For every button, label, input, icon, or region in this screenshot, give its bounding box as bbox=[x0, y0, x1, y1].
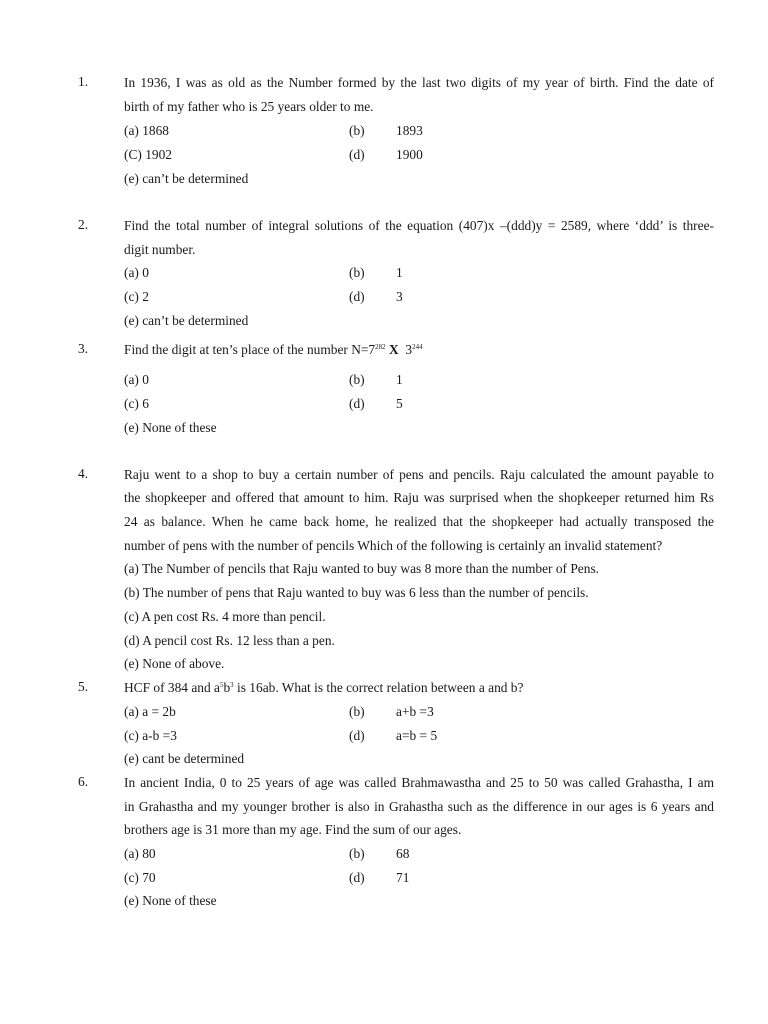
question-text-line: number of pens with the number of pencils Which of the following is certainly an invalid statement? bbox=[124, 538, 663, 553]
option-e: (e) cant be determined bbox=[124, 751, 245, 766]
option-a: (a) The Number of pencils that Raju wanted to buy was 8 more than the number of Pens. bbox=[124, 561, 600, 576]
option-d-value: a=b = 5 bbox=[396, 728, 438, 743]
option-a: (a) 0 bbox=[124, 372, 149, 387]
question-text-line: digit number. bbox=[124, 242, 196, 257]
option-b-label: (b) bbox=[349, 372, 365, 387]
question-text-line: Raju went to a shop to buy a certain number of pens and pencils. Raju calculated the amount payable to bbox=[124, 467, 714, 482]
question-text-line: In 1936, I was as old as the Number formed by the last two digits of my year of birth. Find the date of bbox=[124, 75, 714, 90]
option-d: (d) A pencil cost Rs. 12 less than a pen. bbox=[124, 633, 335, 648]
multiply-sign: X bbox=[389, 342, 399, 357]
option-a: (a) 0 bbox=[124, 265, 149, 280]
option-b-label: (b) bbox=[349, 123, 365, 138]
question-text: is 16ab. What is the correct relation between a and b? bbox=[233, 680, 524, 695]
question-number: 6. bbox=[78, 774, 89, 789]
base-number: 3 bbox=[405, 342, 413, 357]
question-number: 2. bbox=[78, 217, 89, 232]
question-text: b bbox=[223, 680, 231, 695]
question-text: Find the digit at ten’s place of the number N=7 bbox=[124, 342, 376, 357]
option-c: (c) a-b =3 bbox=[124, 728, 177, 743]
exponent: 5 bbox=[219, 681, 224, 689]
option-d-label: (d) bbox=[349, 396, 365, 411]
option-c: (c) 6 bbox=[124, 396, 149, 411]
exponent: 244 bbox=[412, 343, 423, 351]
option-d-label: (d) bbox=[349, 289, 365, 304]
option-b-value: 1893 bbox=[396, 123, 423, 138]
question-text-line: Find the total number of integral solutions of the equation (407)x –(ddd)y = 2589, where ‘ddd’ is three- bbox=[124, 218, 714, 233]
option-c: (c) A pen cost Rs. 4 more than pencil. bbox=[124, 609, 326, 624]
question-text: HCF of 384 and a bbox=[124, 680, 220, 695]
question-text-line: birth of my father who is 25 years older to me. bbox=[124, 99, 374, 114]
exponent: 3 bbox=[230, 681, 234, 689]
question-number: 5. bbox=[78, 679, 89, 694]
option-b: (b) The number of pens that Raju wanted to buy was 6 less than the number of pencils. bbox=[124, 585, 589, 600]
option-e: (e) None of these bbox=[124, 420, 217, 435]
question-text-line: In ancient India, 0 to 25 years of age was called Brahmawastha and 25 to 50 was called Grahastha, I am bbox=[124, 775, 714, 790]
question-number: 4. bbox=[78, 466, 89, 481]
option-e: (e) None of above. bbox=[124, 656, 225, 671]
option-c: (c) 2 bbox=[124, 289, 149, 304]
option-b-label: (b) bbox=[349, 704, 365, 719]
question-text-line bbox=[124, 341, 714, 359]
option-c: (C) 1902 bbox=[124, 147, 172, 162]
option-a: (a) 80 bbox=[124, 846, 156, 861]
option-b-value: 68 bbox=[396, 846, 410, 861]
exponent: 282 bbox=[375, 343, 386, 351]
option-a: (a) 1868 bbox=[124, 123, 169, 138]
option-d-value: 3 bbox=[396, 289, 403, 304]
question-number: 3. bbox=[78, 341, 89, 356]
question-number: 1. bbox=[78, 74, 89, 89]
question-text-line: 24 as balance. When he came back home, he realized that the shopkeeper had actually transposed the bbox=[124, 514, 714, 529]
question-text-line: the shopkeeper and offered that amount to him. Raju was surprised when the shopkeeper returned him Rs bbox=[124, 490, 714, 505]
option-d-label: (d) bbox=[349, 147, 365, 162]
option-e: (e) None of these bbox=[124, 893, 217, 908]
option-b-value: 1 bbox=[396, 372, 403, 387]
question-text-line bbox=[124, 679, 714, 697]
option-b-label: (b) bbox=[349, 265, 365, 280]
option-d-label: (d) bbox=[349, 728, 365, 743]
option-c: (c) 70 bbox=[124, 870, 156, 885]
option-e: (e) can’t be determined bbox=[124, 313, 249, 328]
option-d-value: 1900 bbox=[396, 147, 423, 162]
option-a: (a) a = 2b bbox=[124, 704, 176, 719]
question-text-line: brothers age is 31 more than my age. Find the sum of our ages. bbox=[124, 822, 462, 837]
option-d-value: 71 bbox=[396, 870, 410, 885]
option-d-value: 5 bbox=[396, 396, 403, 411]
option-d-label: (d) bbox=[349, 870, 365, 885]
option-b-label: (b) bbox=[349, 846, 365, 861]
option-b-value: 1 bbox=[396, 265, 403, 280]
question-text-line: in Grahastha and my younger brother is also in Grahastha such as the difference in our ages is 6 years and bbox=[124, 799, 714, 814]
option-b-value: a+b =3 bbox=[396, 704, 434, 719]
option-e: (e) can’t be determined bbox=[124, 171, 249, 186]
